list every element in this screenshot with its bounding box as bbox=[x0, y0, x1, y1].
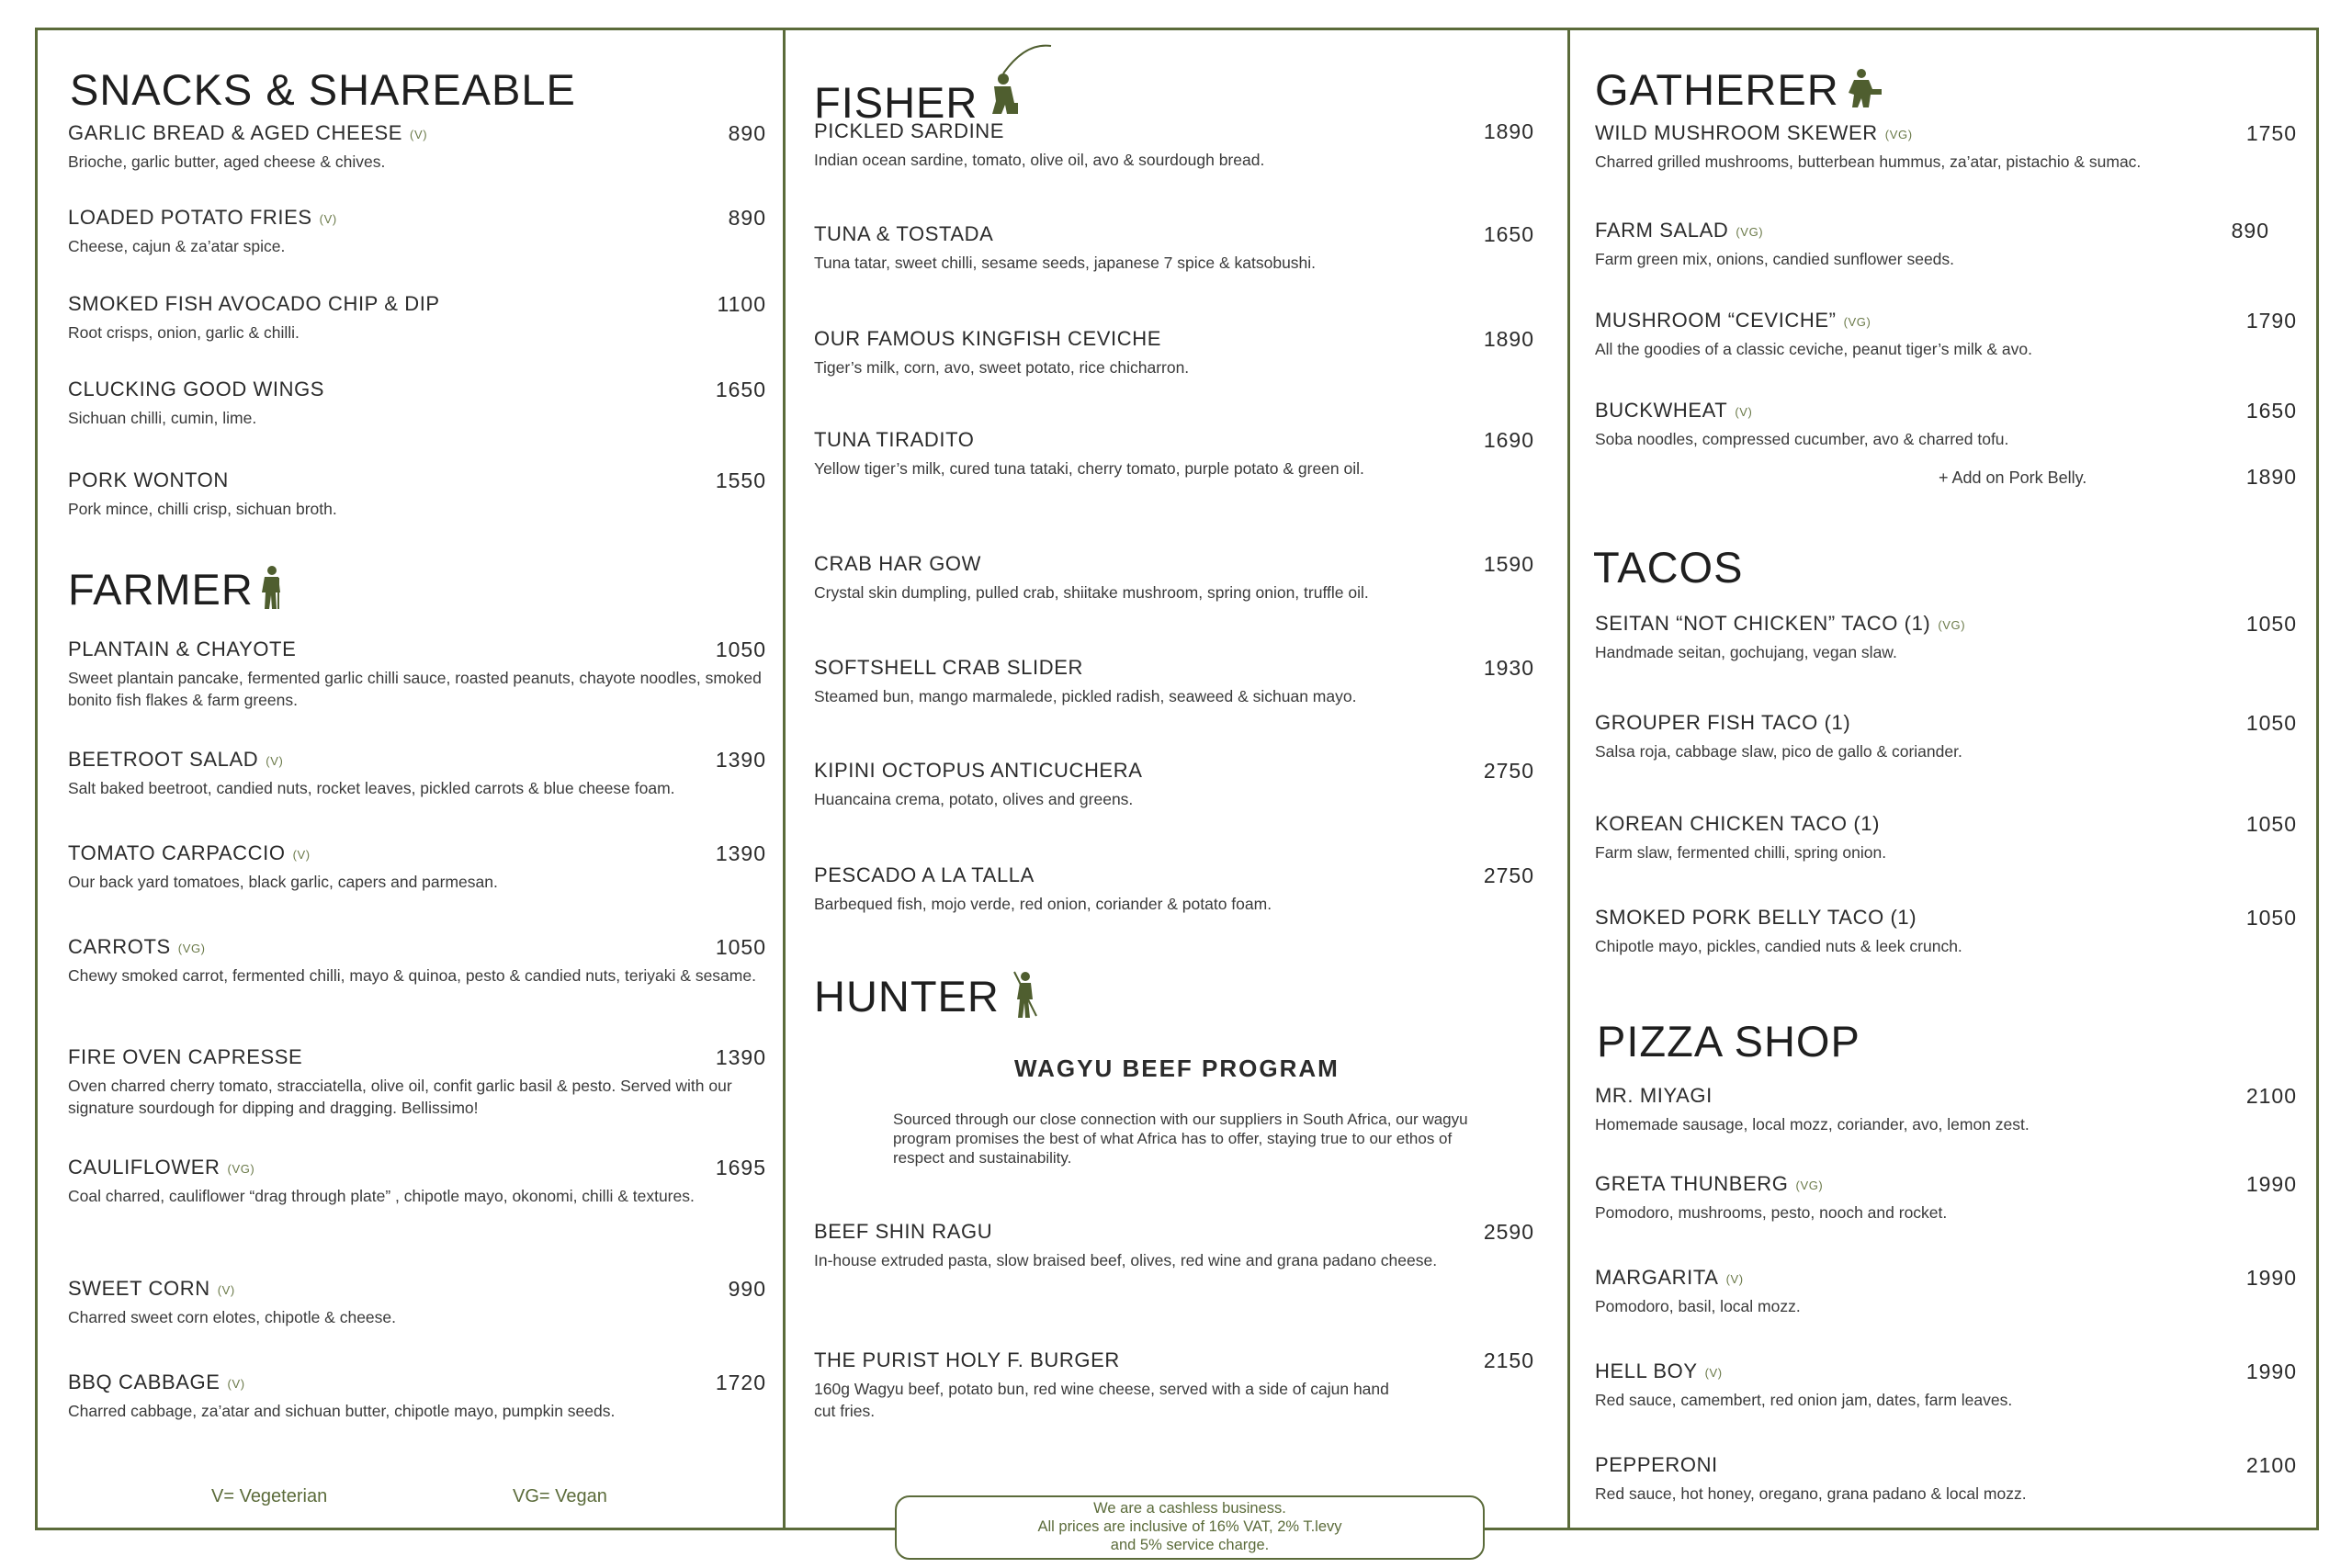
item-description: All the goodies of a classic ceviche, peanut tiger’s milk & avo. bbox=[1595, 340, 2032, 358]
item-name: GRETA THUNBERG (VG) bbox=[1595, 1172, 1824, 1195]
item-price: 2100 bbox=[2245, 1453, 2297, 1477]
item-name: BUCKWHEAT (V) bbox=[1595, 399, 1753, 422]
item-description: Huancaina crema, potato, olives and greens. bbox=[814, 790, 1134, 808]
diet-tag: (VG) bbox=[177, 941, 206, 955]
item-description: Sichuan chilli, cumin, lime. bbox=[68, 409, 257, 427]
item-description: Chewy smoked carrot, fermented chilli, mayo & quinoa, pesto & candied nuts, teriyaki & sesame. bbox=[68, 966, 756, 985]
note-line: and 5% service charge. bbox=[1110, 1537, 1270, 1553]
menu-item bbox=[1595, 1453, 2297, 1505]
wagyu-program-title: WAGYU BEEF PROGRAM bbox=[1014, 1055, 1340, 1082]
diet-tag: (V) bbox=[1704, 1365, 1723, 1380]
menu-item bbox=[1595, 1172, 2297, 1224]
item-name: OUR FAMOUS KINGFISH CEVICHE bbox=[814, 327, 1162, 350]
item-description: In-house extruded pasta, slow braised beef, olives, red wine and grana padano cheese. bbox=[814, 1251, 1438, 1269]
item-description: Yellow tiger’s milk, cured tuna tataki, cherry tomato, purple potato & green oil. bbox=[814, 459, 1364, 478]
item-price: 1690 bbox=[1483, 428, 1534, 452]
fisher-figure-icon bbox=[983, 42, 1053, 126]
menu-item bbox=[68, 637, 766, 711]
menu-item bbox=[1595, 219, 2297, 270]
item-description: Charred cabbage, za’atar and sichuan butter, chipotle mayo, pumpkin seeds. bbox=[68, 1402, 616, 1420]
item-description: Salt baked beetroot, candied nuts, rocket leaves, pickled carrots & blue cheese foam. bbox=[68, 779, 675, 797]
menu-item bbox=[814, 222, 1534, 274]
item-description: Farm green mix, onions, candied sunflower seeds. bbox=[1595, 250, 1955, 268]
diet-tag: (V) bbox=[410, 127, 428, 141]
section-title-fisher: FISHER bbox=[814, 37, 1053, 120]
item-price: 1750 bbox=[2245, 121, 2297, 145]
item-price: 1100 bbox=[717, 292, 766, 316]
section-title-hunter: HUNTER bbox=[814, 970, 1040, 1030]
menu-item bbox=[1595, 906, 2297, 957]
section-title-snacks: SNACKS & SHAREABLE bbox=[70, 65, 576, 114]
menu-item bbox=[68, 748, 766, 799]
item-description: Cheese, cajun & za’atar spice. bbox=[68, 237, 286, 255]
column-divider-right bbox=[1567, 28, 1570, 1530]
item-price: 1890 bbox=[1483, 119, 1534, 143]
item-name: BEEF SHIN RAGU bbox=[814, 1220, 993, 1243]
section-title-gatherer: GATHERER bbox=[1595, 64, 1883, 119]
diet-tag: (V) bbox=[1725, 1271, 1744, 1286]
menu-item bbox=[68, 292, 766, 344]
item-price: 990 bbox=[728, 1277, 766, 1301]
item-price: 2150 bbox=[1483, 1348, 1534, 1372]
item-name: SEITAN “NOT CHICKEN” TACO (1) (VG) bbox=[1595, 612, 1966, 635]
item-price: 1650 bbox=[1483, 222, 1534, 246]
item-name: SOFTSHELL CRAB SLIDER bbox=[814, 656, 1083, 679]
item-price: 1050 bbox=[715, 637, 766, 661]
item-name: SMOKED FISH AVOCADO CHIP & DIP bbox=[68, 292, 440, 315]
menu-item bbox=[68, 1277, 766, 1328]
diet-tag: (VG) bbox=[1736, 224, 1764, 239]
item-name: FARM SALAD (VG) bbox=[1595, 219, 1764, 242]
legend-vegan: VG= Vegan bbox=[513, 1486, 607, 1506]
item-name: PICKLED SARDINE bbox=[814, 119, 1005, 142]
item-description: Homemade sausage, local mozz, coriander, avo, lemon zest. bbox=[1595, 1115, 2030, 1134]
item-description: Tuna tatar, sweet chilli, sesame seeds, japanese 7 spice & katsobushi. bbox=[814, 254, 1317, 272]
item-description: Crystal skin dumpling, pulled crab, shiitake mushroom, spring onion, truffle oil. bbox=[814, 583, 1369, 602]
gatherer-figure-icon bbox=[1845, 67, 1883, 119]
item-price: 1930 bbox=[1483, 656, 1534, 680]
item-price: 2750 bbox=[1483, 863, 1534, 887]
diet-tag: (V) bbox=[217, 1282, 235, 1297]
item-name: CAULIFLOWER (VG) bbox=[68, 1156, 255, 1179]
item-name: PESCADO A LA TALLA bbox=[814, 863, 1035, 886]
item-name: CARROTS (VG) bbox=[68, 935, 206, 958]
item-price: 1650 bbox=[2245, 399, 2297, 423]
item-name: PLANTAIN & CHAYOTE bbox=[68, 637, 297, 660]
item-price: 1390 bbox=[715, 748, 766, 772]
diet-tag: (V) bbox=[227, 1376, 245, 1391]
diet-tag: (V) bbox=[266, 753, 284, 768]
item-price: 1050 bbox=[2245, 612, 2297, 636]
menu-item bbox=[814, 119, 1534, 171]
item-description: Farm slaw, fermented chilli, spring onion. bbox=[1595, 843, 1887, 862]
item-name: TUNA TIRADITO bbox=[814, 428, 975, 451]
item-description: Sweet plantain pancake, fermented garlic chilli sauce, roasted peanuts, chayote noodles, smoked bonito fish flakes & farm greens. bbox=[68, 669, 762, 709]
diet-tag: (VG) bbox=[227, 1161, 255, 1176]
item-price: 1390 bbox=[715, 841, 766, 865]
item-name: THE PURIST HOLY F. BURGER bbox=[814, 1348, 1120, 1371]
item-price: 890 bbox=[728, 206, 766, 230]
payment-note bbox=[895, 1495, 1485, 1560]
item-name: KIPINI OCTOPUS ANTICUCHERA bbox=[814, 759, 1143, 782]
item-description: Our back yard tomatoes, black garlic, capers and parmesan. bbox=[68, 873, 498, 891]
item-name: CRAB HAR GOW bbox=[814, 552, 981, 575]
menu-item bbox=[814, 1348, 1534, 1422]
menu-item bbox=[1595, 399, 2297, 450]
item-description: Charred grilled mushrooms, butterbean hummus, za’atar, pistachio & sumac. bbox=[1595, 152, 2142, 171]
item-name: PORK WONTON bbox=[68, 468, 229, 491]
item-name: MARGARITA (V) bbox=[1595, 1266, 1744, 1289]
item-price: 890 bbox=[2231, 219, 2269, 243]
menu-item bbox=[1595, 711, 2297, 762]
note-line: We are a cashless business. bbox=[1093, 1500, 1286, 1517]
menu-item bbox=[68, 1045, 766, 1119]
menu-item bbox=[68, 841, 766, 893]
item-description: Root crisps, onion, garlic & chilli. bbox=[68, 323, 300, 342]
menu-item bbox=[68, 468, 766, 520]
item-name: GROUPER FISH TACO (1) bbox=[1595, 711, 1851, 734]
item-name: BBQ CABBAGE (V) bbox=[68, 1371, 245, 1393]
menu-item bbox=[68, 935, 766, 987]
item-name: PEPPERONI bbox=[1595, 1453, 1718, 1476]
item-price: 1890 bbox=[1483, 327, 1534, 351]
hunter-figure-icon bbox=[1012, 970, 1040, 1030]
menu-item bbox=[1595, 1266, 2297, 1317]
diet-tag: (VG) bbox=[1938, 617, 1966, 632]
item-name: MR. MIYAGI bbox=[1595, 1084, 1713, 1107]
item-description: Handmade seitan, gochujang, vegan slaw. bbox=[1595, 643, 1897, 661]
item-name: HELL BOY (V) bbox=[1595, 1359, 1723, 1382]
item-description: Charred sweet corn elotes, chipotle & cheese. bbox=[68, 1308, 396, 1326]
item-description: Coal charred, cauliflower “drag through plate” , chipotle mayo, okonomi, chilli & textures. bbox=[68, 1187, 695, 1205]
item-name: TOMATO CARPACCIO (V) bbox=[68, 841, 311, 864]
item-description: Pork mince, chilli crisp, sichuan broth. bbox=[68, 500, 337, 518]
item-description: Chipotle mayo, pickles, candied nuts & leek crunch. bbox=[1595, 937, 1962, 955]
diet-tag: (V) bbox=[319, 211, 337, 226]
section-title-farmer: FARMER bbox=[68, 564, 283, 621]
column-left bbox=[68, 28, 766, 1506]
item-description: Brioche, garlic butter, aged cheese & chives. bbox=[68, 152, 386, 171]
diet-tag: (VG) bbox=[1884, 127, 1913, 141]
menu-item bbox=[68, 121, 766, 173]
item-price: 1550 bbox=[715, 468, 766, 492]
addon-label: + Add on Pork Belly. bbox=[1939, 468, 2087, 487]
item-price: 890 bbox=[728, 121, 766, 145]
menu-item bbox=[1595, 121, 2297, 173]
column-right bbox=[1593, 28, 2297, 1503]
menu-item bbox=[68, 378, 766, 429]
menu-item bbox=[68, 1156, 766, 1207]
item-description: Red sauce, hot honey, oregano, grana padano & local mozz. bbox=[1595, 1484, 2027, 1503]
menu-item bbox=[1595, 612, 2297, 663]
item-price: 1050 bbox=[2245, 711, 2297, 735]
menu-item bbox=[1595, 812, 2297, 863]
item-price: 2100 bbox=[2245, 1084, 2297, 1108]
item-price: 2750 bbox=[1483, 759, 1534, 783]
item-name: SWEET CORN (V) bbox=[68, 1277, 235, 1300]
item-price: 1990 bbox=[2245, 1266, 2297, 1290]
column-divider-left bbox=[783, 28, 786, 1530]
item-description: Soba noodles, compressed cucumber, avo & charred tofu. bbox=[1595, 430, 2009, 448]
addon-price: 1890 bbox=[2245, 465, 2297, 489]
item-price: 2590 bbox=[1483, 1220, 1534, 1244]
diet-tag: (V) bbox=[1735, 404, 1753, 419]
column-middle bbox=[814, 28, 1534, 1497]
item-description: Pomodoro, basil, local mozz. bbox=[1595, 1297, 1801, 1315]
item-price: 1050 bbox=[2245, 906, 2297, 930]
menu-item bbox=[814, 656, 1534, 707]
menu-item bbox=[1595, 1084, 2297, 1135]
item-description: Salsa roja, cabbage slaw, pico de gallo & coriander. bbox=[1595, 742, 1962, 761]
item-name: BEETROOT SALAD (V) bbox=[68, 748, 284, 771]
item-price: 1990 bbox=[2245, 1359, 2297, 1383]
item-price: 1050 bbox=[2245, 812, 2297, 836]
item-name: KOREAN CHICKEN TACO (1) bbox=[1595, 812, 1881, 835]
item-name: TUNA & TOSTADA bbox=[814, 222, 994, 245]
item-description: Pomodoro, mushrooms, pesto, nooch and rocket. bbox=[1595, 1203, 1948, 1222]
item-name: CLUCKING GOOD WINGS bbox=[68, 378, 325, 400]
item-price: 1390 bbox=[715, 1045, 766, 1069]
item-description: Oven charred cherry tomato, stracciatella, olive oil, confit garlic basil & pesto. Served with our signature sourdough for dipping and dragging. Bellissimo! bbox=[68, 1077, 732, 1117]
item-description: Barbequed fish, mojo verde, red onion, coriander & potato foam. bbox=[814, 895, 1272, 913]
menu-item bbox=[814, 1220, 1534, 1271]
item-name: GARLIC BREAD & AGED CHEESE (V) bbox=[68, 121, 428, 144]
section-title-pizza: PIZZA SHOP bbox=[1597, 1017, 1860, 1066]
item-description: Tiger’s milk, corn, avo, sweet potato, rice chicharron. bbox=[814, 358, 1190, 377]
menu-item bbox=[1595, 309, 2297, 360]
item-price: 1590 bbox=[1483, 552, 1534, 576]
diet-tag: (VG) bbox=[1795, 1178, 1824, 1192]
item-description: Steamed bun, mango marmalede, pickled radish, seaweed & sichuan mayo. bbox=[814, 687, 1357, 705]
item-description: Indian ocean sardine, tomato, olive oil, avo & sourdough bread. bbox=[814, 151, 1265, 169]
diet-tag: (V) bbox=[292, 847, 311, 862]
item-name: MUSHROOM “CEVICHE” (VG) bbox=[1595, 309, 1871, 332]
diet-tag: (VG) bbox=[1843, 314, 1871, 329]
legend-vegetarian: V= Vegeterian bbox=[211, 1486, 328, 1506]
item-price: 1720 bbox=[715, 1371, 766, 1394]
note-line: All prices are inclusive of 16% VAT, 2% T.levy bbox=[1037, 1518, 1342, 1535]
section-title-tacos: TACOS bbox=[1593, 543, 1744, 592]
menu-item bbox=[1595, 1359, 2297, 1411]
item-price: 1650 bbox=[715, 378, 766, 401]
item-name: WILD MUSHROOM SKEWER (VG) bbox=[1595, 121, 1913, 144]
item-name: FIRE OVEN CAPRESSE bbox=[68, 1045, 303, 1068]
item-price: 1990 bbox=[2245, 1172, 2297, 1196]
menu-item bbox=[814, 552, 1534, 604]
item-description: Red sauce, camembert, red onion jam, dates, farm leaves. bbox=[1595, 1391, 2013, 1409]
item-price: 1695 bbox=[715, 1156, 766, 1179]
menu-item bbox=[814, 428, 1534, 479]
menu-item bbox=[814, 327, 1534, 378]
menu-item bbox=[68, 206, 766, 257]
item-price: 1790 bbox=[2245, 309, 2297, 333]
menu-item bbox=[68, 1371, 766, 1422]
item-name: LOADED POTATO FRIES (V) bbox=[68, 206, 337, 229]
menu-item bbox=[814, 863, 1534, 915]
farmer-figure-icon bbox=[259, 565, 283, 621]
item-price: 1050 bbox=[715, 935, 766, 959]
wagyu-program-text: Sourced through our close connection with our suppliers in South Africa, our wagyu program promises the best of what Africa has to offer, staying true to our ethos of respect and sustainability. bbox=[893, 1111, 1468, 1167]
item-description: 160g Wagyu beef, potato bun, red wine cheese, served with a side of cajun hand cut fries. bbox=[814, 1380, 1389, 1420]
menu-item bbox=[814, 759, 1534, 810]
item-name: SMOKED PORK BELLY TACO (1) bbox=[1595, 906, 1917, 929]
